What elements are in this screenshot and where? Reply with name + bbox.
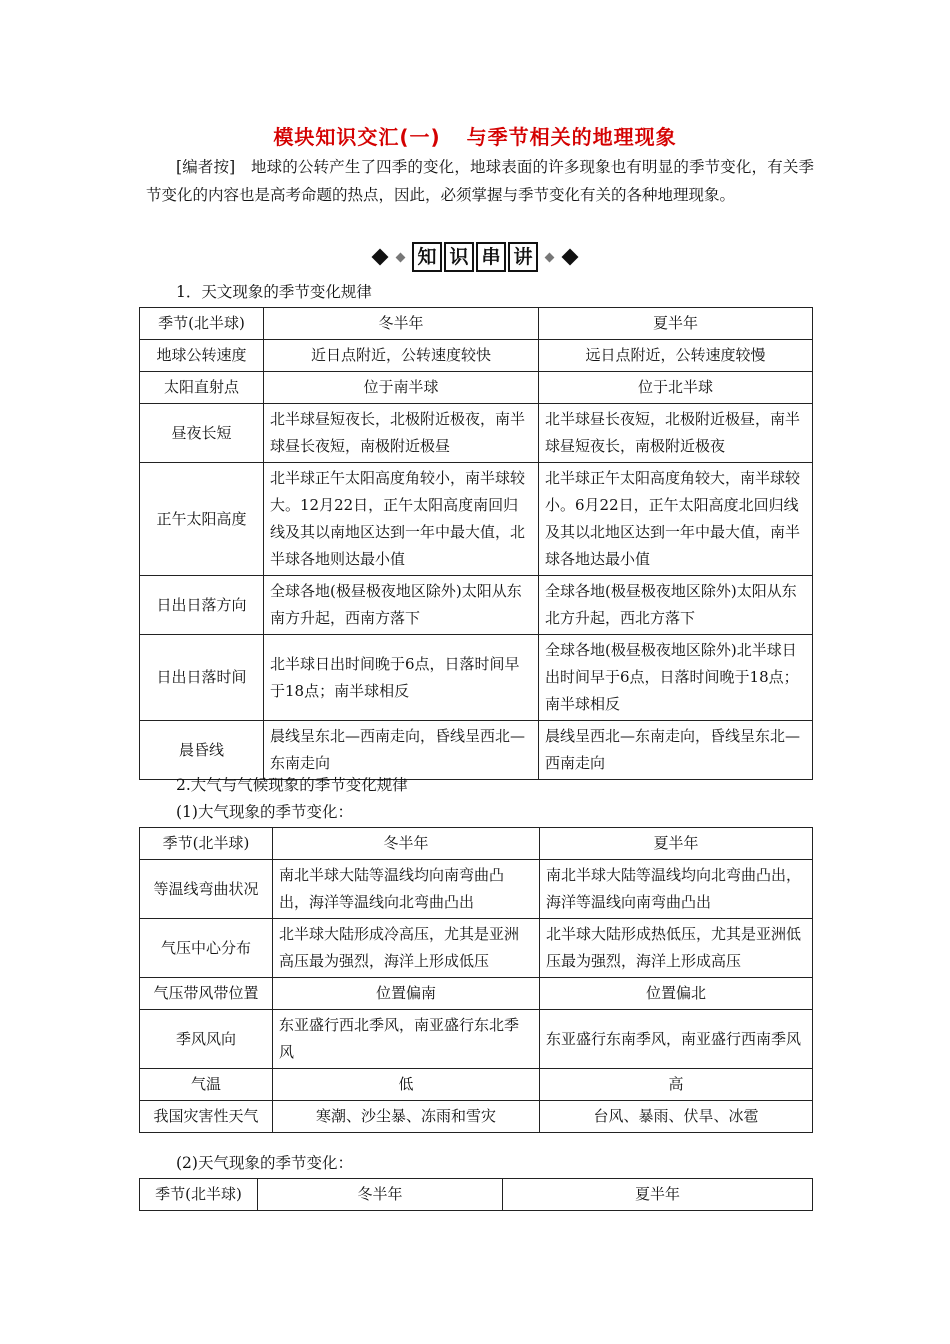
table-cell: 东亚盛行西北季风，南亚盛行东北季风 — [273, 1010, 540, 1069]
header-cell: 冬半年 — [264, 308, 539, 340]
header-cell: 冬半年 — [258, 1179, 503, 1211]
table-row — [140, 340, 813, 372]
row-label: 气温 — [140, 1069, 273, 1101]
table-cell: 北半球正午太阳高度角较小，南半球较大。12月22日，正午太阳高度南回归线及其以南地区达到一年中最大值，北半球各地则达最小值 — [264, 463, 539, 576]
row-label: 晨昏线 — [140, 721, 264, 780]
table-cell: 近日点附近，公转速度较快 — [264, 340, 539, 372]
banner-char: 讲 — [508, 242, 538, 272]
section2-subheading-2: (2)天气现象的季节变化： — [176, 1154, 353, 1172]
table-header-row — [140, 828, 813, 860]
small-diamond-icon — [396, 252, 406, 262]
row-label: 我国灾害性天气 — [140, 1101, 273, 1133]
table-cell: 南北半球大陆等温线均向南弯曲凸出，海洋等温线向北弯曲凸出 — [273, 860, 540, 919]
header-cell: 季节(北半球) — [140, 1179, 258, 1211]
banner-title — [412, 242, 538, 272]
table-cell: 南北半球大陆等温线均向北弯曲凸出，海洋等温线向南弯曲凸出 — [540, 860, 813, 919]
editor-note-text: [编者按] 地球的公转产生了四季的变化，地球表面的许多现象也有明显的季节变化，有关季节变化的内容也是高考命题的热点，因此，必须掌握与季节变化有关的各种地理现象。 — [146, 158, 814, 204]
table-cell: 北半球日出时间晚于6点，日落时间早于18点；南半球相反 — [264, 635, 539, 721]
header-cell: 季节(北半球) — [140, 308, 264, 340]
table-header-row — [140, 1179, 813, 1211]
diamond-icon — [372, 249, 389, 266]
table-header-row — [140, 308, 813, 340]
table-row — [140, 1010, 813, 1069]
row-label: 气压中心分布 — [140, 919, 273, 978]
table-cell: 北半球大陆形成热低压，尤其是亚洲低压最为强烈，海洋上形成高压 — [540, 919, 813, 978]
astronomy-table — [139, 307, 813, 780]
weather-table — [139, 1178, 813, 1211]
diamond-icon — [562, 249, 579, 266]
row-label: 太阳直射点 — [140, 372, 264, 404]
table-cell: 寒潮、沙尘暴、冻雨和雪灾 — [273, 1101, 540, 1133]
header-cell: 夏半年 — [539, 308, 813, 340]
table-row — [140, 372, 813, 404]
small-diamond-icon — [545, 252, 555, 262]
row-label: 日出日落方向 — [140, 576, 264, 635]
table-row — [140, 463, 813, 576]
row-label: 地球公转速度 — [140, 340, 264, 372]
row-label: 昼夜长短 — [140, 404, 264, 463]
row-label: 日出日落时间 — [140, 635, 264, 721]
section-banner — [0, 240, 950, 274]
table-cell: 低 — [273, 1069, 540, 1101]
table-cell: 位置偏北 — [540, 978, 813, 1010]
section2-subheading-1: (1)大气现象的季节变化： — [176, 803, 353, 821]
table-cell: 北半球昼短夜长，北极附近极夜，南半球昼长夜短，南极附近极昼 — [264, 404, 539, 463]
table-row — [140, 635, 813, 721]
page-title — [0, 121, 950, 150]
table-cell: 北半球大陆形成冷高压，尤其是亚洲高压最为强烈，海洋上形成低压 — [273, 919, 540, 978]
table-cell: 全球各地(极昼极夜地区除外)太阳从东北方升起，西北方落下 — [539, 576, 813, 635]
table-row — [140, 404, 813, 463]
table-cell: 远日点附近，公转速度较慢 — [539, 340, 813, 372]
header-cell: 夏半年 — [540, 828, 813, 860]
row-label: 等温线弯曲状况 — [140, 860, 273, 919]
table-row — [140, 978, 813, 1010]
banner-char: 知 — [412, 242, 442, 272]
banner-char: 串 — [476, 242, 506, 272]
table-cell: 晨线呈西北—东南走向，昏线呈东北—西南走向 — [539, 721, 813, 780]
header-cell: 冬半年 — [273, 828, 540, 860]
table-cell: 位于南半球 — [264, 372, 539, 404]
table-row — [140, 721, 813, 780]
table-row — [140, 919, 813, 978]
title-part1: 模块知识交汇(一) — [273, 125, 441, 149]
header-cell: 季节(北半球) — [140, 828, 273, 860]
table-cell: 位置偏南 — [273, 978, 540, 1010]
section1-heading: 1．天文现象的季节变化规律 — [176, 283, 372, 301]
table-cell: 全球各地(极昼极夜地区除外)北半球日出时间早于6点，日落时间晚于18点；南半球相反 — [539, 635, 813, 721]
row-label: 气压带风带位置 — [140, 978, 273, 1010]
table-row — [140, 1069, 813, 1101]
section2-heading: 2.大气与气候现象的季节变化规律 — [176, 776, 408, 794]
table-row — [140, 576, 813, 635]
atmosphere-table — [139, 827, 813, 1133]
table-cell: 全球各地(极昼极夜地区除外)太阳从东南方升起，西南方落下 — [264, 576, 539, 635]
table-cell: 东亚盛行东南季风，南亚盛行西南季风 — [540, 1010, 813, 1069]
editor-note — [146, 153, 814, 209]
header-cell: 夏半年 — [503, 1179, 813, 1211]
table-cell: 晨线呈东北—西南走向，昏线呈西北—东南走向 — [264, 721, 539, 780]
row-label: 正午太阳高度 — [140, 463, 264, 576]
table-row — [140, 1101, 813, 1133]
table-row — [140, 860, 813, 919]
table-cell: 台风、暴雨、伏旱、冰雹 — [540, 1101, 813, 1133]
table-cell: 位于北半球 — [539, 372, 813, 404]
table-cell: 北半球昼长夜短，北极附近极昼，南半球昼短夜长，南极附近极夜 — [539, 404, 813, 463]
row-label: 季风风向 — [140, 1010, 273, 1069]
banner-char: 识 — [444, 242, 474, 272]
title-part2: 与季节相关的地理现象 — [466, 125, 677, 149]
table-cell: 北半球正午太阳高度角较大，南半球较小。6月22日，正午太阳高度北回归线及其以北地区达到一年中最大值，南半球各地达最小值 — [539, 463, 813, 576]
table-cell: 高 — [540, 1069, 813, 1101]
